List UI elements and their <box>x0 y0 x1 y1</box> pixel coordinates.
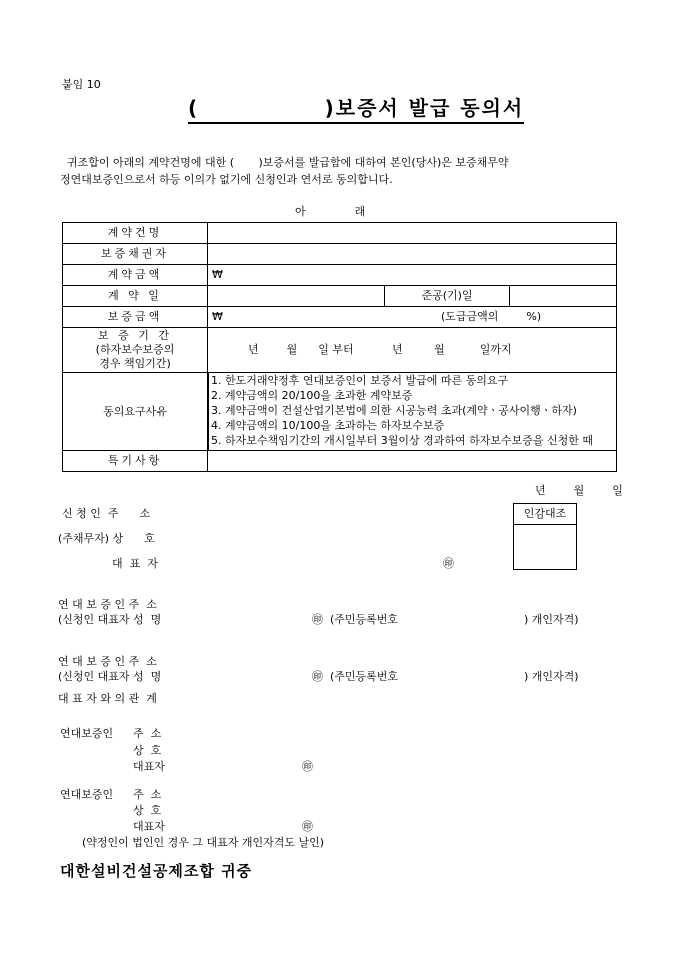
reason-item: 1. 한도거래약정후 연대보증인이 보증서 발급에 따른 동의요구 <box>208 373 616 388</box>
guarantor-a-address: 연 대 보 증 인 주 소 <box>58 598 157 611</box>
period-field[interactable]: 년 월 일 부터 년 월 일까지 <box>208 328 617 373</box>
guarantor-b-suffix: ) 개인자격) <box>524 670 579 683</box>
seal-icon: ㊞ <box>443 557 454 570</box>
seal-icon: ㊞ <box>302 760 313 773</box>
period-label-line: (하자보수보증의 <box>95 343 175 356</box>
guarantor-d-rep: 대표자 <box>133 820 165 833</box>
won-symbol: ₩ <box>212 268 223 281</box>
seal-icon: ㊞ <box>312 613 323 626</box>
table-row <box>63 307 617 328</box>
contract-name-label: 계약건명 <box>63 223 208 244</box>
guarantor-b-address: 연 대 보 증 인 주 소 <box>58 655 157 668</box>
guarantor-a-suffix: ) 개인자격) <box>524 613 579 626</box>
reason-item: 5. 하자보수책임기간의 개시일부터 3월이상 경과하여 하자보수보증을 신청한 때 <box>208 433 616 450</box>
remarks-label: 특기사항 <box>63 451 208 472</box>
contract-date-label: 계 약 일 <box>63 286 208 307</box>
guarantee-amount-label: 보증금액 <box>63 307 208 328</box>
contract-amount-label: 계약금액 <box>63 265 208 286</box>
guarantor-b-relation: 대 표 자 와 의 관 계 <box>58 692 157 705</box>
intro-line-2: 정연대보증인으로서 하등 이의가 없기에 신청인과 연서로 동의합니다. <box>60 173 393 186</box>
guarantor-d-label: 연대보증인 <box>60 788 114 801</box>
creditor-label: 보증채권자 <box>63 244 208 265</box>
guarantor-c-rep: 대표자 <box>133 760 165 773</box>
guarantor-c-firm: 상 호 <box>133 744 162 757</box>
seal-icon: ㊞ <box>302 820 313 833</box>
date-line: 년 월 일 <box>535 484 623 497</box>
table-row <box>63 223 617 244</box>
contract-name-field[interactable] <box>208 223 617 244</box>
remarks-field[interactable] <box>208 451 617 472</box>
applicant-firm-label: (주채무자) 상 호 <box>58 532 155 545</box>
guarantor-a-id: (주민등록번호 <box>330 613 399 626</box>
table-row <box>63 286 617 307</box>
period-label <box>63 328 208 373</box>
won-symbol: ₩ <box>212 310 223 323</box>
reason-list <box>208 373 617 451</box>
reason-item: 3. 계약금액이 건설산업기본법에 의한 시공능력 초과(계약ㆍ공사이행ㆍ하자) <box>208 403 616 418</box>
reason-item: 2. 계약금액의 20/100을 초과한 계약보증 <box>208 388 616 403</box>
period-label-line: 보 증 기 간 <box>98 329 172 342</box>
seal-box-label: 인감대조 <box>514 504 576 525</box>
applicant-rep-label: 대 표 자 <box>112 557 158 570</box>
contract-table <box>62 222 617 472</box>
guarantor-a-name: (신청인 대표자 성 명 <box>58 613 162 626</box>
seal-icon: ㊞ <box>312 670 323 683</box>
applicant-address-label: 신 청 인 주 소 <box>62 507 151 520</box>
recipient: 대한설비건설공제조합 귀중 <box>60 862 253 880</box>
contract-amount-field[interactable] <box>208 265 617 286</box>
below-heading: 아 래 <box>295 205 366 218</box>
reason-item: 4. 계약금액의 10/100을 초과하는 하자보수보증 <box>208 418 616 433</box>
completion-date-field[interactable] <box>510 286 617 307</box>
guarantor-c-address: 주 소 <box>133 727 162 740</box>
guarantor-b-name: (신청인 대표자 성 명 <box>58 670 162 683</box>
guarantee-amount-field[interactable] <box>208 307 617 328</box>
guarantor-d-firm: 상 호 <box>133 804 162 817</box>
contract-date-field[interactable] <box>208 286 385 307</box>
seal-verification-box <box>513 503 577 570</box>
table-row <box>63 265 617 286</box>
reason-label: 동의요구사유 <box>63 373 208 451</box>
guarantor-d-address: 주 소 <box>133 788 162 801</box>
table-row <box>63 244 617 265</box>
page-title: ( )보증서 발급 동의서 <box>188 96 524 124</box>
intro-line-1: 귀조합이 아래의 계약건명에 대한 ( )보증서를 발급함에 대하여 본인(당사)은 보증채무약 <box>60 156 509 169</box>
period-label-line: 경우 책임기간) <box>99 357 171 370</box>
creditor-field[interactable] <box>208 244 617 265</box>
attachment-label: 붙임 10 <box>62 78 101 91</box>
table-row <box>63 451 617 472</box>
completion-date-label: 준공(기)일 <box>385 286 510 307</box>
guarantor-c-label: 연대보증인 <box>60 727 114 740</box>
seal-note: (약정인이 법인인 경우 그 대표자 개인자격도 날인) <box>82 836 325 849</box>
table-row <box>63 373 617 451</box>
subcontract-ratio: (도급금액의 %) <box>441 310 542 323</box>
guarantor-b-id: (주민등록번호 <box>330 670 399 683</box>
table-row <box>63 328 617 373</box>
